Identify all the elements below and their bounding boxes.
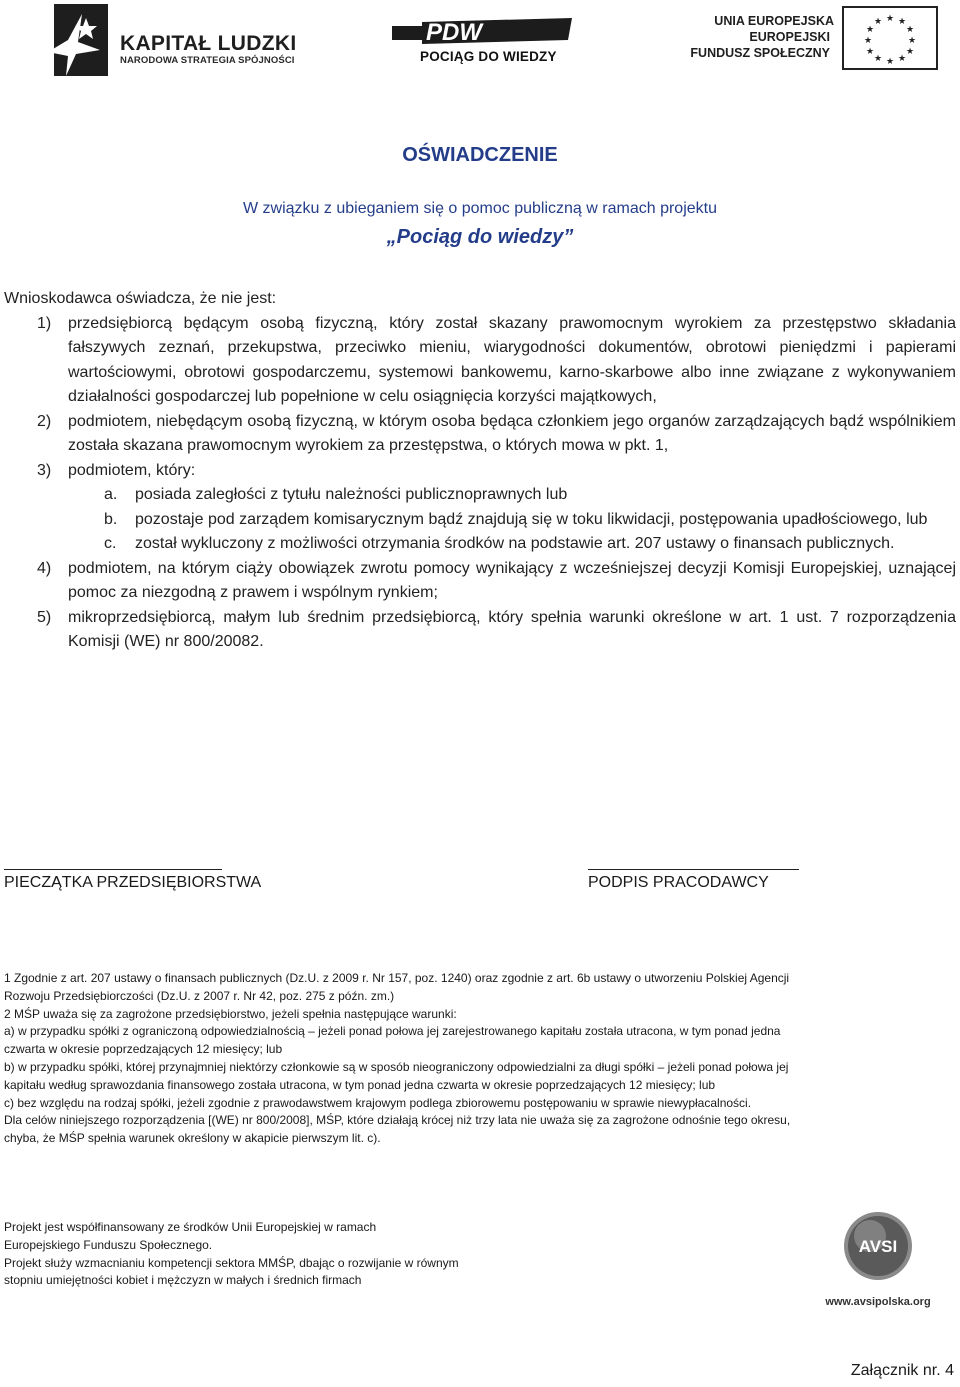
- svg-text:★: ★: [905, 25, 915, 35]
- list-item-text: podmiotem, niebędącym osobą fizyczną, w którym osoba będąca członkiem jego organów zarządzających bądź wspólnikiem została skazana prawomocnym wyrokiem za przestępstwa, o których mowa w pkt. 1,: [68, 412, 956, 454]
- avsi-badge-icon: [842, 1210, 914, 1282]
- svg-text:★: ★: [885, 14, 895, 24]
- kapital-ludzki-logo: [48, 4, 303, 76]
- kapital-ludzki-subtitle: NARODOWA STRATEGIA SPÓJNOŚCI: [120, 55, 295, 66]
- attachment-label: Załącznik nr. 4: [850, 1362, 954, 1379]
- sub-list-item-letter: c.: [104, 535, 117, 552]
- svg-text:★: ★: [873, 17, 883, 27]
- project-name: „Pociąg do wiedzy”: [386, 226, 574, 248]
- footnote: a) w przypadku spółki z ograniczoną odpowiedzialnością – jeżeli ponad połowa jej zarejestrowanego kapitału została utracona, w tym ponad jedna czwarta w okresie poprzedzających 12 miesięcy; lub: [4, 1024, 781, 1057]
- pdw-mark-text: PDW: [426, 19, 482, 46]
- sub-list-item-text: pozostaje pod zarządem komisarycznym bądź znajdują się w toku likwidacji, postępowania upadłościowego, lub: [135, 510, 928, 528]
- declaration-lead: Wnioskodawca oświadcza, że nie jest:: [4, 290, 277, 307]
- list-item-text: podmiotem, który:: [68, 461, 196, 479]
- svg-text:★: ★: [897, 17, 907, 27]
- list-item: [4, 410, 956, 459]
- kapital-ludzki-star-icon: [48, 4, 108, 76]
- list-item-number: 2): [37, 412, 52, 430]
- list-item: [4, 459, 956, 484]
- project-note-line: Projekt jest współfinansowany ze środków Unii Europejskiej w ramach: [4, 1220, 377, 1234]
- project-note-line: stopniu umiejętności kobiet i mężczyzn w małych i średnich firmach: [4, 1273, 362, 1288]
- declaration-body: [4, 287, 956, 655]
- footnotes: [4, 970, 824, 1148]
- svg-text:★: ★: [865, 47, 875, 57]
- sub-list-item-letter: b.: [104, 510, 118, 528]
- footnote: 1 Zgodnie z art. 207 ustawy o finansach publicznych (Dz.U. z 2009 r. Nr 157, poz. 1240) oraz zgodnie z art. 6b ustawy o utworzeniu Polskiej Agencji Rozwoju Przedsiębiorczości (Dz.U. z 2007 r. Nr 42, poz. 275 z późn. zm.): [4, 971, 790, 1003]
- sub-list-item: [4, 532, 956, 557]
- svg-text:★: ★: [885, 57, 895, 67]
- project-cofinancing-note: [4, 1219, 564, 1290]
- sub-list-item-text: posiada zaległości z tytułu należności publicznoprawnych lub: [135, 486, 568, 503]
- svg-text:★: ★: [905, 47, 915, 57]
- pdw-subtitle: POCIĄG DO WIEDZY: [420, 49, 557, 64]
- project-note-line: Europejskiego Funduszu Społecznego.: [4, 1237, 213, 1252]
- project-note-line: Projekt służy wzmacnianiu kompetencji sektora MMŚP, dbając o rozwijanie w równym: [4, 1255, 459, 1270]
- employer-signature-label: PODPIS PRACODAWCY: [588, 874, 769, 891]
- sub-list-item-text: został wykluczony z możliwości otrzymania środków na podstawie art. 207 ustawy o finansach publicznych.: [135, 535, 895, 552]
- sub-list-item: [4, 508, 956, 533]
- svg-text:★: ★: [873, 54, 883, 64]
- avsi-badge-text: AVSI: [858, 1237, 898, 1256]
- list-item-text: podmiotem, na którym ciąży obowiązek zwrotu pomocy wynikający z wcześniejszej decyzji Komisji Europejskiej, uznającej pomoc za niezgodną z prawem i wspólnym rynkiem;: [68, 559, 956, 601]
- svg-text:★: ★: [907, 36, 917, 46]
- list-item: [4, 557, 956, 606]
- list-item-text: przedsiębiorcą będącym osobą fizyczną, który został skazany prawomocnym wyrokiem za przestępstwo składania fałszywych zeznań, przekupstwa, przeciwko mieniu, wiarygodności dokumentów, obrotowi pieniędzmi i papierami wartościowymi, obrotowi gospodarczemu, systemowi bankowemu, karno-skarbowe albo inne związane z wykonywaniem działalności gospodarczej lub popełnione w celu osiągnięcia korzyści majątkowych,: [68, 314, 956, 405]
- document-intro: W związku z ubieganiem się o pomoc publiczną w ramach projektu: [243, 200, 717, 217]
- eu-logo: [690, 6, 938, 72]
- list-item: [4, 606, 956, 655]
- stamp-signature-line: [4, 869, 222, 870]
- sub-list-item-letter: a.: [104, 486, 118, 503]
- pdw-logo: [392, 16, 572, 66]
- document-title: OŚWIADCZENIE: [402, 144, 558, 166]
- employer-signature-line: [588, 869, 799, 870]
- list-item-text: mikroprzedsiębiorcą, małym lub średnim przedsiębiorcą, który spełnia warunki określone w art. 1 ust. 7 rozporządzenia Komisji (WE) nr 800/20082.: [68, 608, 956, 650]
- footnote: Dla celów niniejszego rozporządzenia [(WE) nr 800/2008], MŚP, które działają krócej niż trzy lata nie uważa się za zagrożone odnośnie tego okresu, chyba, że MŚP spełnia warunek określony w akapicie pierwszym lit. c).: [4, 1113, 791, 1146]
- svg-text:★: ★: [897, 54, 907, 64]
- svg-text:★: ★: [863, 36, 873, 46]
- list-item-number: 5): [37, 608, 52, 626]
- kapital-ludzki-title: KAPITAŁ LUDZKI: [120, 32, 297, 55]
- footnote: 2 MŚP uważa się za zagrożone przedsiębiorstwo, jeżeli spełnia następujące warunki:: [4, 1006, 457, 1021]
- footnote: b) w przypadku spółki, której przynajmniej niektórzy członkowie są w sposób nieograniczony odpowiedzialni za długi spółki – jeżeli ponad połowa jej kapitału według sprawozdania finansowego została utracona, w tym ponad jedna czwarta w okresie poprzedzających 12 miesięcy; lub: [4, 1059, 789, 1092]
- eu-logo-line1: UNIA EUROPEJSKA: [714, 14, 834, 28]
- list-item-number: 3): [37, 461, 52, 479]
- svg-text:★: ★: [865, 25, 875, 35]
- list-item-number: 4): [37, 559, 52, 577]
- list-item: [4, 312, 956, 410]
- sub-list-item: [4, 483, 956, 508]
- avsi-url: www.avsipolska.org: [825, 1296, 931, 1308]
- list-item-number: 1): [37, 314, 52, 332]
- stamp-label: PIECZĄTKA PRZEDSIĘBIORSTWA: [4, 874, 262, 891]
- pdw-mark-icon: [392, 16, 572, 48]
- eu-logo-line3: FUNDUSZ SPOŁECZNY: [690, 46, 830, 60]
- footnote: c) bez względu na rodzaj spółki, jeżeli zgodnie z prawodawstwem krajowym podlega zbiorowemu postępowaniu w sprawie niewypłacalności.: [4, 1095, 752, 1110]
- avsi-logo: [820, 1210, 936, 1316]
- eu-flag-icon: [842, 6, 938, 70]
- eu-logo-line2: EUROPEJSKI: [749, 30, 830, 44]
